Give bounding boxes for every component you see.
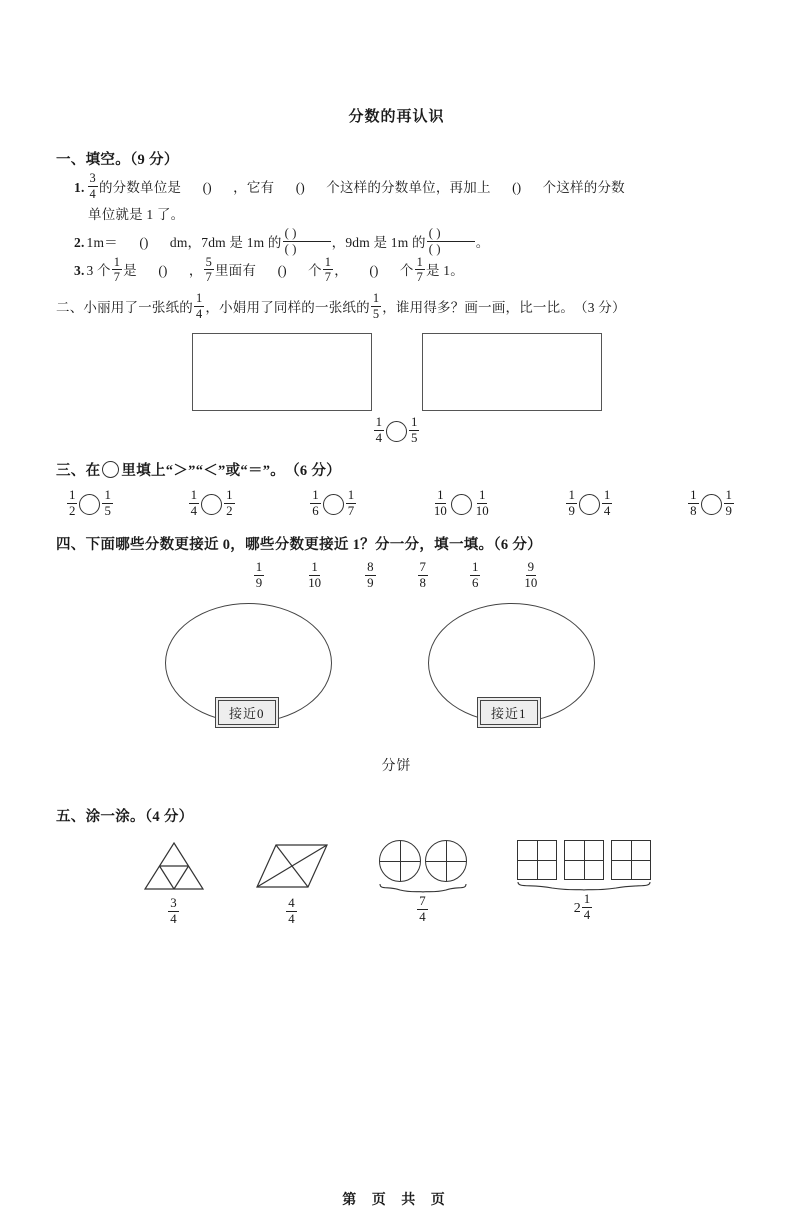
fraction-denominator: 7 — [113, 270, 121, 285]
fraction-numerator: 1 — [582, 893, 592, 908]
fraction-denominator: 6 — [312, 503, 319, 518]
question-3-fraction-2 — [204, 256, 214, 284]
page-title: 分数的再认识 — [348, 109, 445, 125]
brace-icon — [516, 880, 652, 892]
fraction-numerator: 1 — [477, 489, 487, 504]
sorting-ovals — [0, 599, 793, 749]
fraction-denominator: 6 — [471, 575, 479, 590]
tag-near-one — [477, 697, 541, 728]
fraction-denominator: 10 — [308, 575, 322, 590]
fraction-denominator: 9 — [568, 503, 575, 518]
comparison-left-fraction — [566, 489, 576, 518]
question-3-fraction-3 — [323, 256, 333, 284]
shape-fraction — [417, 895, 427, 924]
fraction-numerator: 1 — [372, 290, 380, 305]
question-3-text-8: 是 1。 — [426, 263, 464, 279]
fraction-denominator: 10 — [475, 503, 489, 518]
comparison-pair-1 — [66, 487, 114, 519]
fraction-denominator: 9 — [255, 575, 263, 590]
fraction-denominator: 4 — [419, 910, 426, 925]
shape-fraction — [286, 897, 296, 926]
comparison-right-fraction — [474, 489, 491, 518]
fraction-numerator: 1 — [470, 561, 480, 576]
grid-square-icon[interactable] — [611, 840, 651, 880]
question-1-line-1 — [0, 173, 793, 201]
bank-fraction-3[interactable] — [365, 561, 375, 590]
mixed-whole-part: 2 — [573, 900, 581, 916]
blank-fraction-numerator[interactable]: ( ) — [427, 227, 475, 242]
three-grid-squares-icon[interactable] — [517, 840, 651, 880]
comparison-pair-6 — [687, 487, 735, 519]
comparison-left-fraction — [189, 489, 199, 518]
fraction-denominator: 4 — [89, 186, 96, 201]
fraction-numerator: 1 — [602, 489, 612, 504]
section-4-caption: 分饼 — [381, 759, 412, 774]
fraction-bank — [0, 559, 793, 591]
section-3-text-b: 里填上“＞”“＜”或“＝”。 — [121, 462, 286, 479]
comparison-left-fraction — [374, 416, 384, 445]
fraction-denominator: 8 — [419, 575, 426, 590]
fraction-denominator: 5 — [104, 503, 111, 518]
question-1-fraction — [88, 172, 98, 200]
fraction-numerator: 1 — [113, 254, 121, 269]
comparison-right-fraction — [224, 489, 234, 518]
section-3-points: （6 分） — [285, 462, 341, 479]
bank-fraction-2[interactable] — [306, 561, 323, 590]
comparison-circle[interactable] — [579, 494, 600, 515]
section-5-label: 五、涂一涂。 — [56, 809, 145, 825]
fraction-denominator: 2 — [226, 503, 233, 518]
section-heading-3 — [0, 459, 793, 480]
question-1-blank-3[interactable] — [491, 174, 543, 201]
question-3-blank-2[interactable] — [256, 257, 308, 284]
fraction-numerator: 7 — [418, 561, 428, 576]
fraction-numerator: 8 — [365, 561, 375, 576]
comparison-circle[interactable] — [386, 421, 407, 442]
question-2-text-2: dm，7dm 是 1m 的 — [169, 234, 282, 250]
fraction-numerator: 1 — [310, 489, 320, 504]
shape-label-circles — [416, 896, 428, 925]
question-2 — [0, 228, 793, 256]
question-3-text-5: 个 — [308, 263, 322, 279]
comparison-circle[interactable] — [701, 494, 722, 515]
fraction-numerator: 9 — [526, 561, 536, 576]
comparison-pair-4 — [431, 487, 492, 519]
bank-fraction-5[interactable] — [470, 561, 480, 590]
question-1-text-line2: 单位就是 1 了。 — [88, 207, 185, 223]
shape-cell-circles — [378, 840, 468, 925]
fraction-denominator: 4 — [603, 503, 611, 518]
two-circles-quartered-icon[interactable] — [379, 840, 467, 882]
comparison-left-fraction — [688, 489, 698, 518]
fraction-denominator: 4 — [288, 912, 295, 927]
section-2-comparison — [0, 417, 793, 446]
tag-near-zero-label: 接近0 — [218, 700, 276, 725]
fraction-denominator: 8 — [690, 503, 697, 518]
question-3-blank-3[interactable] — [348, 257, 400, 284]
comparison-pair — [373, 417, 421, 446]
question-3-text-4: 里面有 — [214, 263, 257, 279]
drawing-box-left[interactable] — [192, 333, 372, 411]
blank-fraction-denominator[interactable]: ( ) — [284, 241, 297, 256]
question-2-blank-fraction-2[interactable] — [427, 227, 475, 255]
fraction-numerator: 1 — [224, 489, 234, 504]
circle-quartered-icon[interactable] — [379, 840, 421, 882]
fraction-numerator: 1 — [196, 290, 203, 305]
fraction-denominator: 7 — [347, 503, 355, 518]
shape-cell-triangle — [142, 840, 206, 927]
fraction-numerator: 1 — [566, 489, 576, 504]
comparison-row — [0, 487, 793, 519]
shading-shapes — [0, 840, 793, 927]
question-1-number: 1. — [74, 179, 85, 195]
bank-fraction-6[interactable] — [522, 561, 539, 590]
section-2-points: （3 分） — [574, 299, 626, 315]
tag-near-one-label: 接近1 — [480, 700, 538, 725]
triangle-quarters-icon[interactable] — [142, 840, 206, 892]
comparison-pair-5 — [565, 487, 613, 519]
fraction-denominator: 4 — [170, 912, 177, 927]
bank-fraction-1[interactable] — [254, 561, 264, 590]
fraction-numerator: 1 — [416, 254, 424, 269]
fraction-numerator: 3 — [168, 897, 178, 912]
question-2-text-3: ，9dm 是 1m 的 — [331, 234, 426, 250]
drawing-box-right[interactable] — [422, 333, 602, 411]
fraction-numerator: 1 — [688, 489, 698, 504]
drawing-boxes — [0, 333, 793, 411]
fraction-denominator: 2 — [69, 503, 76, 518]
comparison-circle[interactable] — [201, 494, 222, 515]
comparison-left-fraction — [67, 489, 77, 518]
fraction-denominator: 7 — [205, 270, 212, 285]
fraction-numerator: 1 — [374, 416, 384, 431]
comparison-right-fraction — [409, 416, 419, 445]
shape-cell-parallelogram — [254, 840, 330, 927]
section-1-points: （9 分） — [130, 152, 179, 168]
question-3-blank-1[interactable] — [137, 257, 189, 284]
question-3-fraction-1 — [112, 256, 122, 284]
question-3-number: 3. — [74, 263, 85, 279]
section-2-text-c: ，谁用得多？画一画，比一比。 — [382, 299, 575, 315]
comparison-right-fraction — [102, 489, 112, 518]
question-3-text-2: 是 — [123, 263, 137, 279]
fraction-numerator: 4 — [286, 897, 296, 912]
grid-square-icon[interactable] — [517, 840, 557, 880]
section-4-label: 四、下面哪些分数更接近 0，哪些分数更接近 1？分一分，填一填。 — [56, 536, 494, 553]
shape-label-grid-squares — [574, 894, 593, 923]
circle-quartered-icon[interactable] — [425, 840, 467, 882]
comparison-left-fraction — [432, 489, 449, 518]
fraction-denominator: 9 — [725, 503, 732, 518]
question-1-blank-2[interactable] — [274, 174, 326, 201]
worksheet-page — [0, 105, 793, 1227]
fraction-denominator: 7 — [416, 270, 424, 285]
question-2-blank-1[interactable] — [118, 229, 170, 256]
fraction-numerator: 3 — [89, 171, 96, 185]
section-1-label: 一、填空。 — [56, 152, 130, 168]
fraction-denominator: 5 — [372, 306, 380, 321]
section-5-points: （4 分） — [144, 809, 194, 825]
section-2-fraction-b — [371, 292, 381, 320]
question-3-text-7: 个 — [399, 263, 414, 279]
page-footer: 第 页 共 页 — [342, 1193, 451, 1208]
section-heading-5 — [0, 805, 793, 826]
question-3-fraction-4 — [415, 256, 425, 284]
section-2-text-a: 二、小丽用了一张纸的 — [56, 299, 193, 315]
section-heading-1 — [0, 148, 793, 169]
mixed-number — [574, 894, 593, 923]
fraction-denominator: 10 — [433, 503, 447, 518]
section-heading-2 — [0, 290, 793, 321]
fraction-denominator: 5 — [411, 431, 418, 446]
comparison-right-fraction — [602, 489, 612, 518]
question-1-text-3: 个这样的分数单位，再加上 — [326, 179, 491, 195]
fraction-denominator: 7 — [324, 270, 332, 285]
question-2-text-1: 1m＝ — [86, 234, 118, 250]
section-3-text-a: 三、在 — [56, 462, 101, 479]
brace-icon — [378, 882, 468, 894]
question-2-blank-fraction-1[interactable] — [283, 227, 331, 255]
question-1-line-2 — [0, 201, 793, 228]
shape-fraction — [168, 897, 178, 926]
fraction-numerator: 1 — [102, 489, 112, 504]
question-3-text-3: ， — [188, 263, 203, 279]
question-2-text-4: 。 — [475, 234, 490, 250]
shape-fraction — [582, 893, 592, 922]
tag-near-zero — [215, 697, 279, 728]
comparison-pair-3 — [309, 487, 357, 519]
fraction-numerator: 1 — [324, 254, 332, 269]
fraction-denominator: 10 — [524, 575, 538, 590]
section-2-fraction-a — [194, 292, 204, 320]
fraction-denominator: 4 — [190, 503, 198, 518]
shape-label-triangle — [167, 898, 179, 927]
question-3-text-6: ， — [334, 263, 348, 279]
fraction-numerator: 1 — [189, 489, 199, 504]
question-1-text-1: 的分数单位是 — [98, 179, 182, 195]
question-3 — [0, 254, 793, 285]
comparison-circle[interactable] — [323, 494, 344, 515]
bank-fraction-4[interactable] — [418, 561, 428, 590]
comparison-left-fraction — [310, 489, 320, 518]
fraction-numerator: 1 — [724, 489, 734, 504]
fraction-numerator: 7 — [417, 895, 427, 910]
grid-square-icon[interactable] — [564, 840, 604, 880]
question-1-text-4: 个这样的分数 — [542, 179, 625, 195]
fraction-denominator: 4 — [196, 306, 203, 321]
section-4-points: （6 分） — [493, 536, 542, 553]
blank-fraction-denominator[interactable]: ( ) — [428, 241, 441, 256]
shape-label-parallelogram — [285, 898, 297, 927]
fraction-numerator: 1 — [67, 489, 77, 504]
shape-cell-grid-squares — [516, 840, 652, 923]
fraction-numerator: 5 — [205, 254, 212, 269]
section-heading-4 — [0, 533, 793, 554]
section-2-text-b: ，小娟用了同样的一张纸的 — [205, 299, 370, 315]
fraction-numerator: 1 — [346, 489, 356, 504]
question-1-blank-1[interactable] — [181, 174, 233, 201]
fraction-denominator: 4 — [583, 908, 591, 923]
comparison-circle[interactable] — [79, 494, 100, 515]
parallelogram-diagonals-icon[interactable] — [254, 840, 330, 892]
comparison-pair-2 — [188, 487, 236, 519]
fraction-denominator: 9 — [367, 575, 374, 590]
fraction-denominator: 4 — [375, 431, 382, 446]
question-2-number: 2. — [74, 234, 85, 250]
fraction-numerator: 1 — [409, 416, 419, 431]
comparison-circle[interactable] — [451, 494, 472, 515]
fraction-numerator: 1 — [435, 489, 445, 504]
fraction-numerator: 1 — [254, 561, 264, 576]
comparison-right-fraction — [724, 489, 734, 518]
blank-fraction-numerator[interactable]: ( ) — [283, 227, 331, 242]
comparison-right-fraction — [346, 489, 356, 518]
fraction-numerator: 1 — [309, 561, 319, 576]
question-3-text-1: 3 个 — [86, 263, 111, 279]
question-1-text-2: ，它有 — [233, 179, 275, 195]
circle-placeholder-icon — [102, 461, 119, 478]
